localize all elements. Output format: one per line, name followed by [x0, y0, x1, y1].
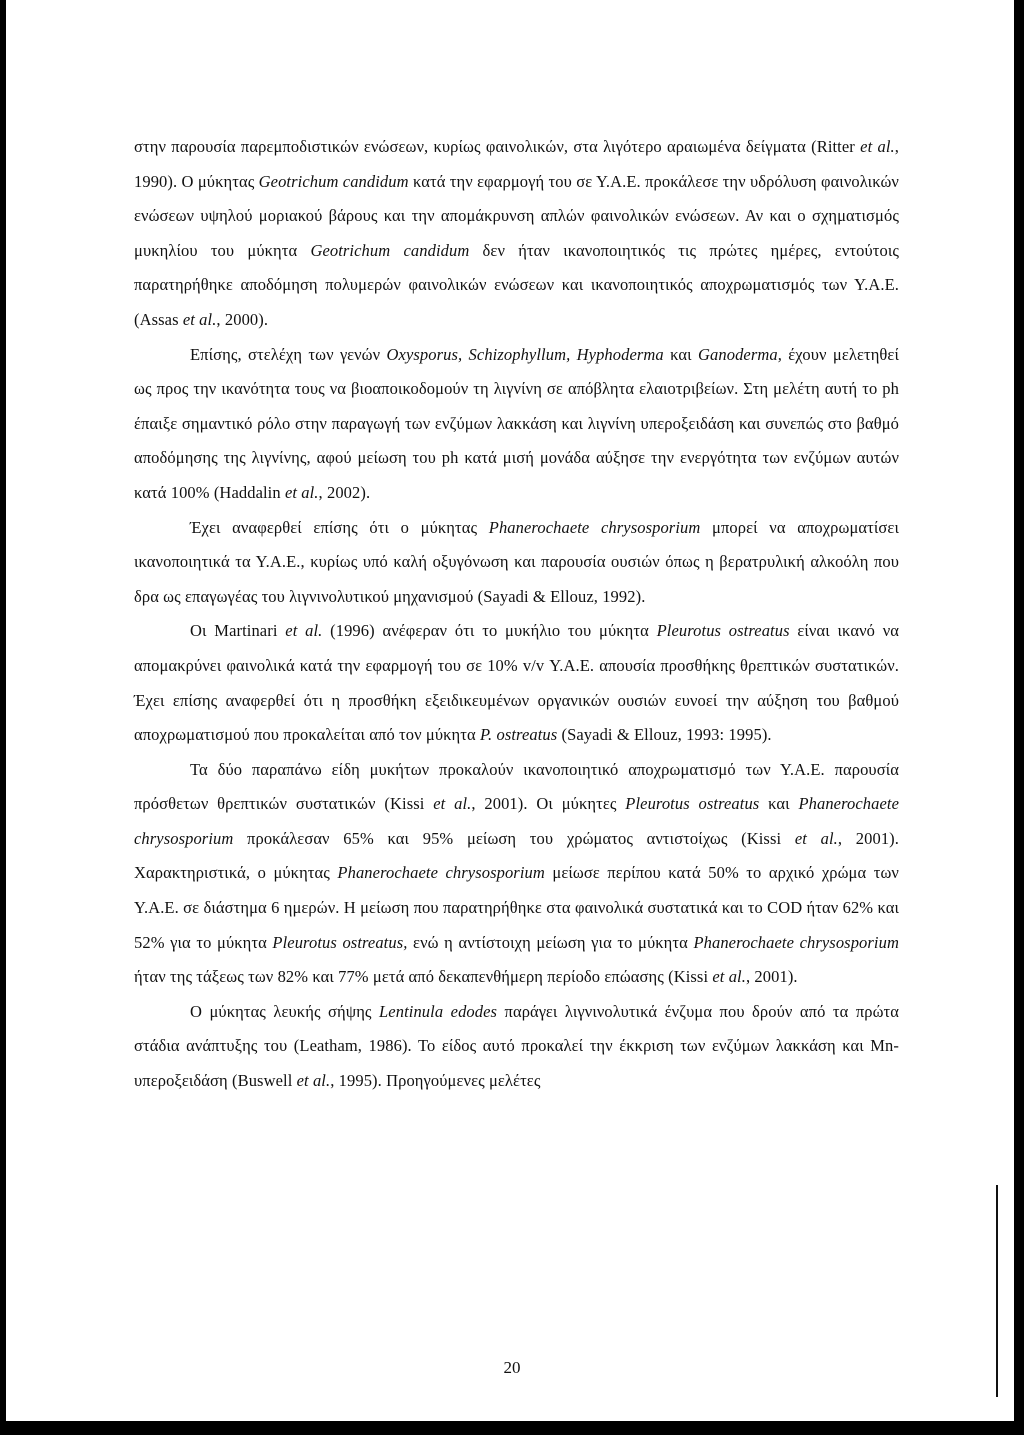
text-run: δεν ήταν ικανοποιητικός τις πρώτες ημέρες, εντούτοις παρατηρήθηκε αποδόμηση πολυμερών φαινολικών ενώσεων και ικανοποιητικός αποχρωματισμός των Υ.Α.Ε. (Assas	[134, 240, 899, 329]
text-run: Ο μύκητας λευκής σήψης	[190, 1001, 380, 1021]
text-run: (1996) ανέφεραν ότι το μυκήλιο του μύκητα	[322, 621, 657, 641]
genus-name: Ganoderma,	[698, 344, 782, 364]
text-run: , 1990). Ο μύκητας	[134, 137, 899, 191]
et-al: et al.	[285, 621, 323, 641]
et-al: et al.	[860, 137, 895, 156]
text-run: έχουν μελετηθεί ως προς την ικανότητα τους να βιοαποικοδομούν τη λιγνίνη σε απόβλητα ελαιοτριβείων. Στη μελέτη αυτή το ph έπαιξε σημαντικό ρόλο στην παραγωγή των ενζύμων λακκάση και λιγνίνη υπεροξειδάση και συνεπώς στο βαθμό αποδόμησης της λιγνίνης, αφού μείωση του ph κατά μισή μονάδα αύξησε την ενεργότητα των ενζύμων αυτών κατά 100% (Haddalin	[134, 344, 900, 502]
paragraph-1	[134, 130, 899, 338]
species-name: P. ostreatus	[479, 725, 558, 745]
genus-names: Oxysporus, Schizophyllum, Hyphoderma	[386, 344, 664, 364]
text-run: Τα δύο παραπάνω είδη μυκήτων προκαλούν ικανοποιητικό αποχρωματισμό των Υ.Α.Ε. παρουσία πρόσθετων θρεπτικών συστατικών (Kissi	[134, 759, 899, 814]
species-name: Phanerochaete chrysosporium	[488, 517, 701, 537]
text-run: , 2001).	[745, 967, 798, 987]
species-name: Phanerochaete chrysosporium	[693, 932, 899, 952]
text-run: μπορεί να αποχρωματίσει ικανοποιητικά τα Υ.Α.Ε., κυρίως υπό καλή οξυγόνωση και παρουσία ουσιών όπως η βερατρυλική αλκοόλη που δρα ως επαγωγέας του λιγνινολυτικού μηχανισμού (Sayadi & Ellouz, 1992).	[134, 517, 899, 606]
paragraph-2	[134, 338, 899, 511]
et-al: et al.	[433, 794, 472, 814]
paragraph-6	[134, 995, 899, 1099]
text-run: είναι ικανό να απομακρύνει φαινολικά κατά την εφαρμογή του σε 10% v/v Υ.Α.Ε. απουσία προσθήκης θρεπτικών συστατικών. Έχει επίσης αναφερθεί ότι η προσθήκη εξειδικευμένων οργανικών ουσιών ευνοεί την αύξηση του βαθμού αποχρωματισμού που προκαλείται από τον μύκητα	[134, 621, 900, 745]
paragraph-3	[134, 511, 899, 615]
et-al: et al.	[794, 828, 838, 848]
species-name: Pleurotus ostreatus	[656, 621, 790, 641]
et-al: et al.	[296, 1071, 331, 1091]
text-run: , 2002).	[318, 482, 371, 502]
text-run: Έχει αναφερθεί επίσης ότι ο μύκητας	[190, 517, 489, 537]
page-number: 20	[503, 1358, 521, 1377]
species-name: Pleurotus ostreatus,	[272, 932, 408, 952]
text-run: , 2000).	[216, 309, 269, 329]
et-al: et al.	[284, 482, 319, 502]
scan-edge-left	[0, 0, 6, 1435]
text-run: Επίσης, στελέχη των γενών	[190, 344, 387, 364]
text-run: προκάλεσαν 65% και 95% μείωση του χρώματος αντιστοίχως (Kissi	[233, 828, 795, 848]
text-run: μείωσε περίπου κατά 50% το αρχικό χρώμα των Υ.Α.Ε. σε διάστημα 6 ημερών. Η μείωση που παρατηρήθηκε στα φαινολικά συστατικά και το COD ήταν 62% και 52% για το μύκητα	[134, 863, 899, 952]
text-run: και	[759, 794, 799, 814]
species-name: Phanerochaete chrysosporium	[337, 863, 545, 883]
text-run: Οι Martinari	[190, 621, 286, 641]
et-al: et al.	[712, 967, 746, 987]
species-name: Pleurotus ostreatus	[625, 794, 760, 814]
paragraph-5	[134, 753, 899, 995]
text-run: και	[663, 344, 698, 364]
text-run: (Sayadi & Ellouz, 1993: 1995).	[557, 725, 772, 745]
scan-edge-bottom	[0, 1421, 1024, 1435]
species-name: Geotrichum candidum	[310, 240, 470, 260]
text-run: στην παρουσία παρεμποδιστικών ενώσεων, κυρίως φαινολικών, στα λιγότερο αραιωμένα δείγματα (Ritter	[134, 137, 861, 156]
paragraph-4	[134, 614, 899, 752]
body-text	[134, 130, 899, 1099]
scan-edge-right	[1014, 0, 1024, 1435]
margin-rule	[996, 1185, 998, 1397]
text-run: κατά την εφαρμογή του σε Υ.Α.Ε. προκάλεσε την υδρόλυση φαινολικών ενώσεων υψηλού μοριακού βάρους και την απομάκρυνση απλών φαινολικών ενώσεων. Αν και ο σχηματισμός μυκηλίου του μύκητα	[134, 171, 899, 260]
text-run: , 2001). Οι μύκητες	[471, 794, 626, 814]
species-name: Lentinula edodes	[379, 1001, 498, 1021]
species-name: Phanerochaete chrysosporium	[134, 794, 900, 848]
species-name: Geotrichum candidum	[258, 171, 409, 191]
et-al: et al.	[182, 309, 217, 329]
text-run: παράγει λιγνινολυτικά ένζυμα που δρούν από τα πρώτα στάδια ανάπτυξης του (Leatham, 1986). Το είδος αυτό προκαλεί την έκκριση των ενζύμων λακκάση και Mn-υπεροξειδάση (Buswell	[134, 1001, 900, 1091]
text-run: ήταν της τάξεως των 82% και 77% μετά από δεκαπενθήμερη περίοδο επώασης (Kissi	[134, 967, 713, 987]
text-run: , 1995). Προηγούμενες μελέτες	[330, 1071, 541, 1091]
text-run: ενώ η αντίστοιχη μείωση για το μύκητα	[407, 932, 694, 952]
text-run: , 2001). Χαρακτηριστικά, ο μύκητας	[134, 828, 900, 883]
